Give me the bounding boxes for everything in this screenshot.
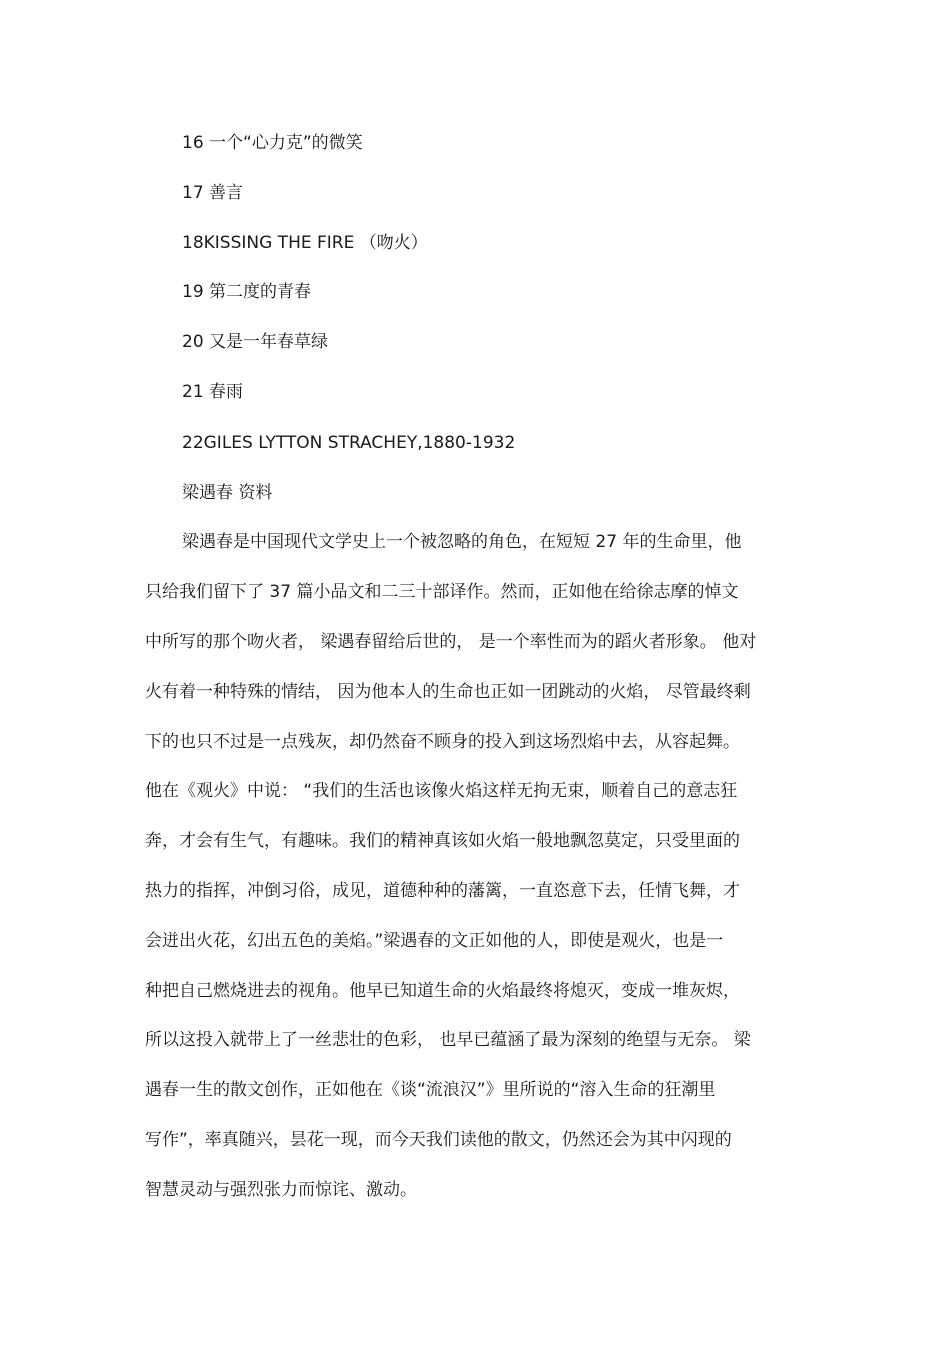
paragraph-line: 只给我们留下了 37 篇小品文和二三十部译作。然而，正如他在给徐志摩的悼文: [145, 582, 739, 602]
paragraph-line: 梁遇春是中国现代文学史上一个被忽略的角色，在短短 27 年的生命里，他: [182, 532, 742, 552]
paragraph-line: 他在《观火》中说： “我们的生活也该像火焰这样无拘无束，顺着自己的意志狂: [145, 781, 738, 801]
paragraph-line: 写作”，率真随兴，昙花一现，而今天我们读他的散文，仍然还会为其中闪现的: [145, 1130, 732, 1150]
toc-entry-21: 21 春雨: [182, 382, 244, 402]
toc-entry-20: 20 又是一年春草绿: [182, 332, 329, 352]
paragraph-line: 会迸出火花，幻出五色的美焰。”梁遇春的文正如他的人，即使是观火，也是一: [145, 931, 724, 951]
section-title: 梁遇春 资料: [182, 483, 273, 503]
paragraph-line: 所以这投入就带上了一丝悲壮的色彩， 也早已蕴涵了最为深刻的绝望与无奈。 梁: [145, 1030, 751, 1050]
paragraph-line: 热力的指挥，冲倒习俗，成见，道德种种的藩篱，一直恣意下去，任情飞舞，才: [145, 881, 740, 901]
toc-entry-17: 17 善言: [182, 183, 244, 203]
paragraph-line: 火有着一种特殊的情结， 因为他本人的生命也正如一团跳动的火焰， 尽管最终剩: [145, 682, 751, 702]
toc-entry-16: 16 一个“心力克”的微笑: [182, 133, 363, 153]
paragraph-line: 智慧灵动与强烈张力而惊诧、激动。: [145, 1180, 417, 1200]
paragraph-line: 下的也只不过是一点残灰，却仍然奋不顾身的投入到这场烈焰中去，从容起舞。: [145, 732, 740, 752]
paragraph-line: 中所写的那个吻火者， 梁遇春留给后世的， 是一个率性而为的蹈火者形象。 他对: [145, 632, 757, 652]
paragraph-line: 奔，才会有生气，有趣味。我们的精神真该如火焰一般地飘忽莫定，只受里面的: [145, 831, 740, 851]
toc-entry-19: 19 第二度的青春: [182, 282, 312, 302]
paragraph-line: 遇春一生的散文创作，正如他在《谈“流浪汉”》里所说的“溶入生命的狂潮里: [145, 1080, 716, 1100]
paragraph-line: 种把自己燃烧进去的视角。他早已知道生命的火焰最终将熄灭，变成一堆灰烬，: [145, 981, 740, 1001]
toc-entry-22: 22GILES LYTTON STRACHEY,1880-1932: [182, 433, 516, 453]
toc-entry-18: 18KISSING THE FIRE （吻火）: [182, 233, 428, 253]
